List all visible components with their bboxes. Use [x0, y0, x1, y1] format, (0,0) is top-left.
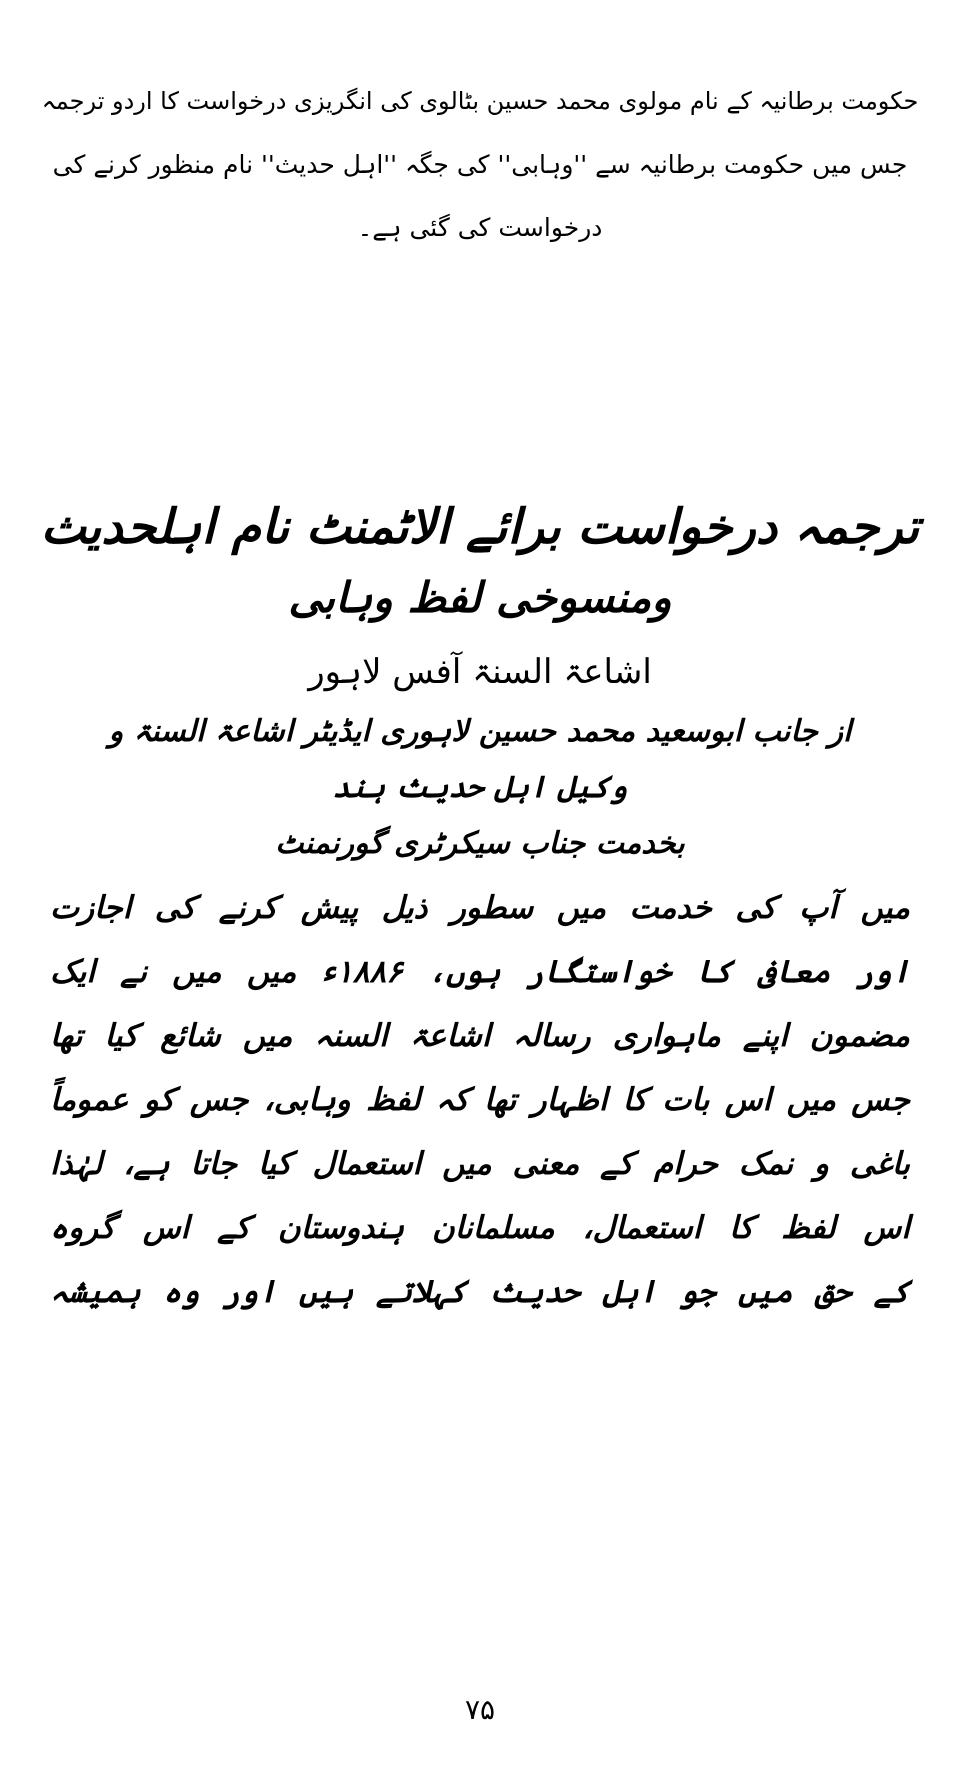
document-title: ترجمہ درخواست برائے الاٹمنٹ نام اہلحدیث: [40, 499, 920, 555]
caption-line-3: درخواست کی گئی ہے۔: [357, 213, 603, 242]
sender-line: از جانب ابوسعید محمد حسین لاہوری ایڈیٹر اشاعۃ السنۃ و: [108, 714, 852, 749]
letter-body: [40, 876, 920, 1324]
body-line-1: میں آپ کی خدمت میں سطور ذیل پیش کرنے کی اجازت: [50, 890, 910, 926]
office-line: اشاعۃ السنۃ آفس لاہور: [308, 652, 652, 692]
body-line-2: اور معافی کا خواستگار ہوں، ۱۸۸۶ء میں میں نے ایک: [50, 954, 910, 990]
caption-line-2: جس میں حکومت برطانیہ سے ''وہابی'' کی جگہ ''اہل حدیث'' نام منظور کرنے کی: [52, 150, 908, 179]
body-line-6: اس لفظ کا استعمال، مسلمانان ہندوستان کے اس گروہ: [50, 1210, 910, 1246]
body-line-4: جس میں اس بات کا اظہار تھا کہ لفظ وہابی، جس کو عموماً: [50, 1082, 910, 1118]
caption-line-1: حکومت برطانیہ کے نام مولوی محمد حسین بٹالوی کی انگریزی درخواست کا اردو ترجمہ: [41, 87, 919, 115]
body-line-3: مضمون اپنے ماہواری رسالہ اشاعۃ السنہ میں شائع کیا تھا: [50, 1018, 910, 1054]
body-line-7: کے حق میں جو اہل حدیث کہلاتے ہیں اور وہ ہمیشہ: [50, 1274, 910, 1310]
sender-role: وکیل اہل حدیث ہند: [332, 770, 628, 805]
translated-application: [40, 490, 920, 1324]
body-line-5: باغی و نمک حرام کے معنی میں استعمال کیا جاتا ہے، لہٰذا: [50, 1146, 910, 1182]
recipient-line: بخدمت جناب سیکرٹری گورنمنٹ: [275, 826, 685, 861]
page-caption: [40, 70, 920, 259]
page-number: ۷۵: [464, 1693, 496, 1726]
document-subtitle: ومنسوخی لفظ وہابی: [288, 573, 672, 622]
